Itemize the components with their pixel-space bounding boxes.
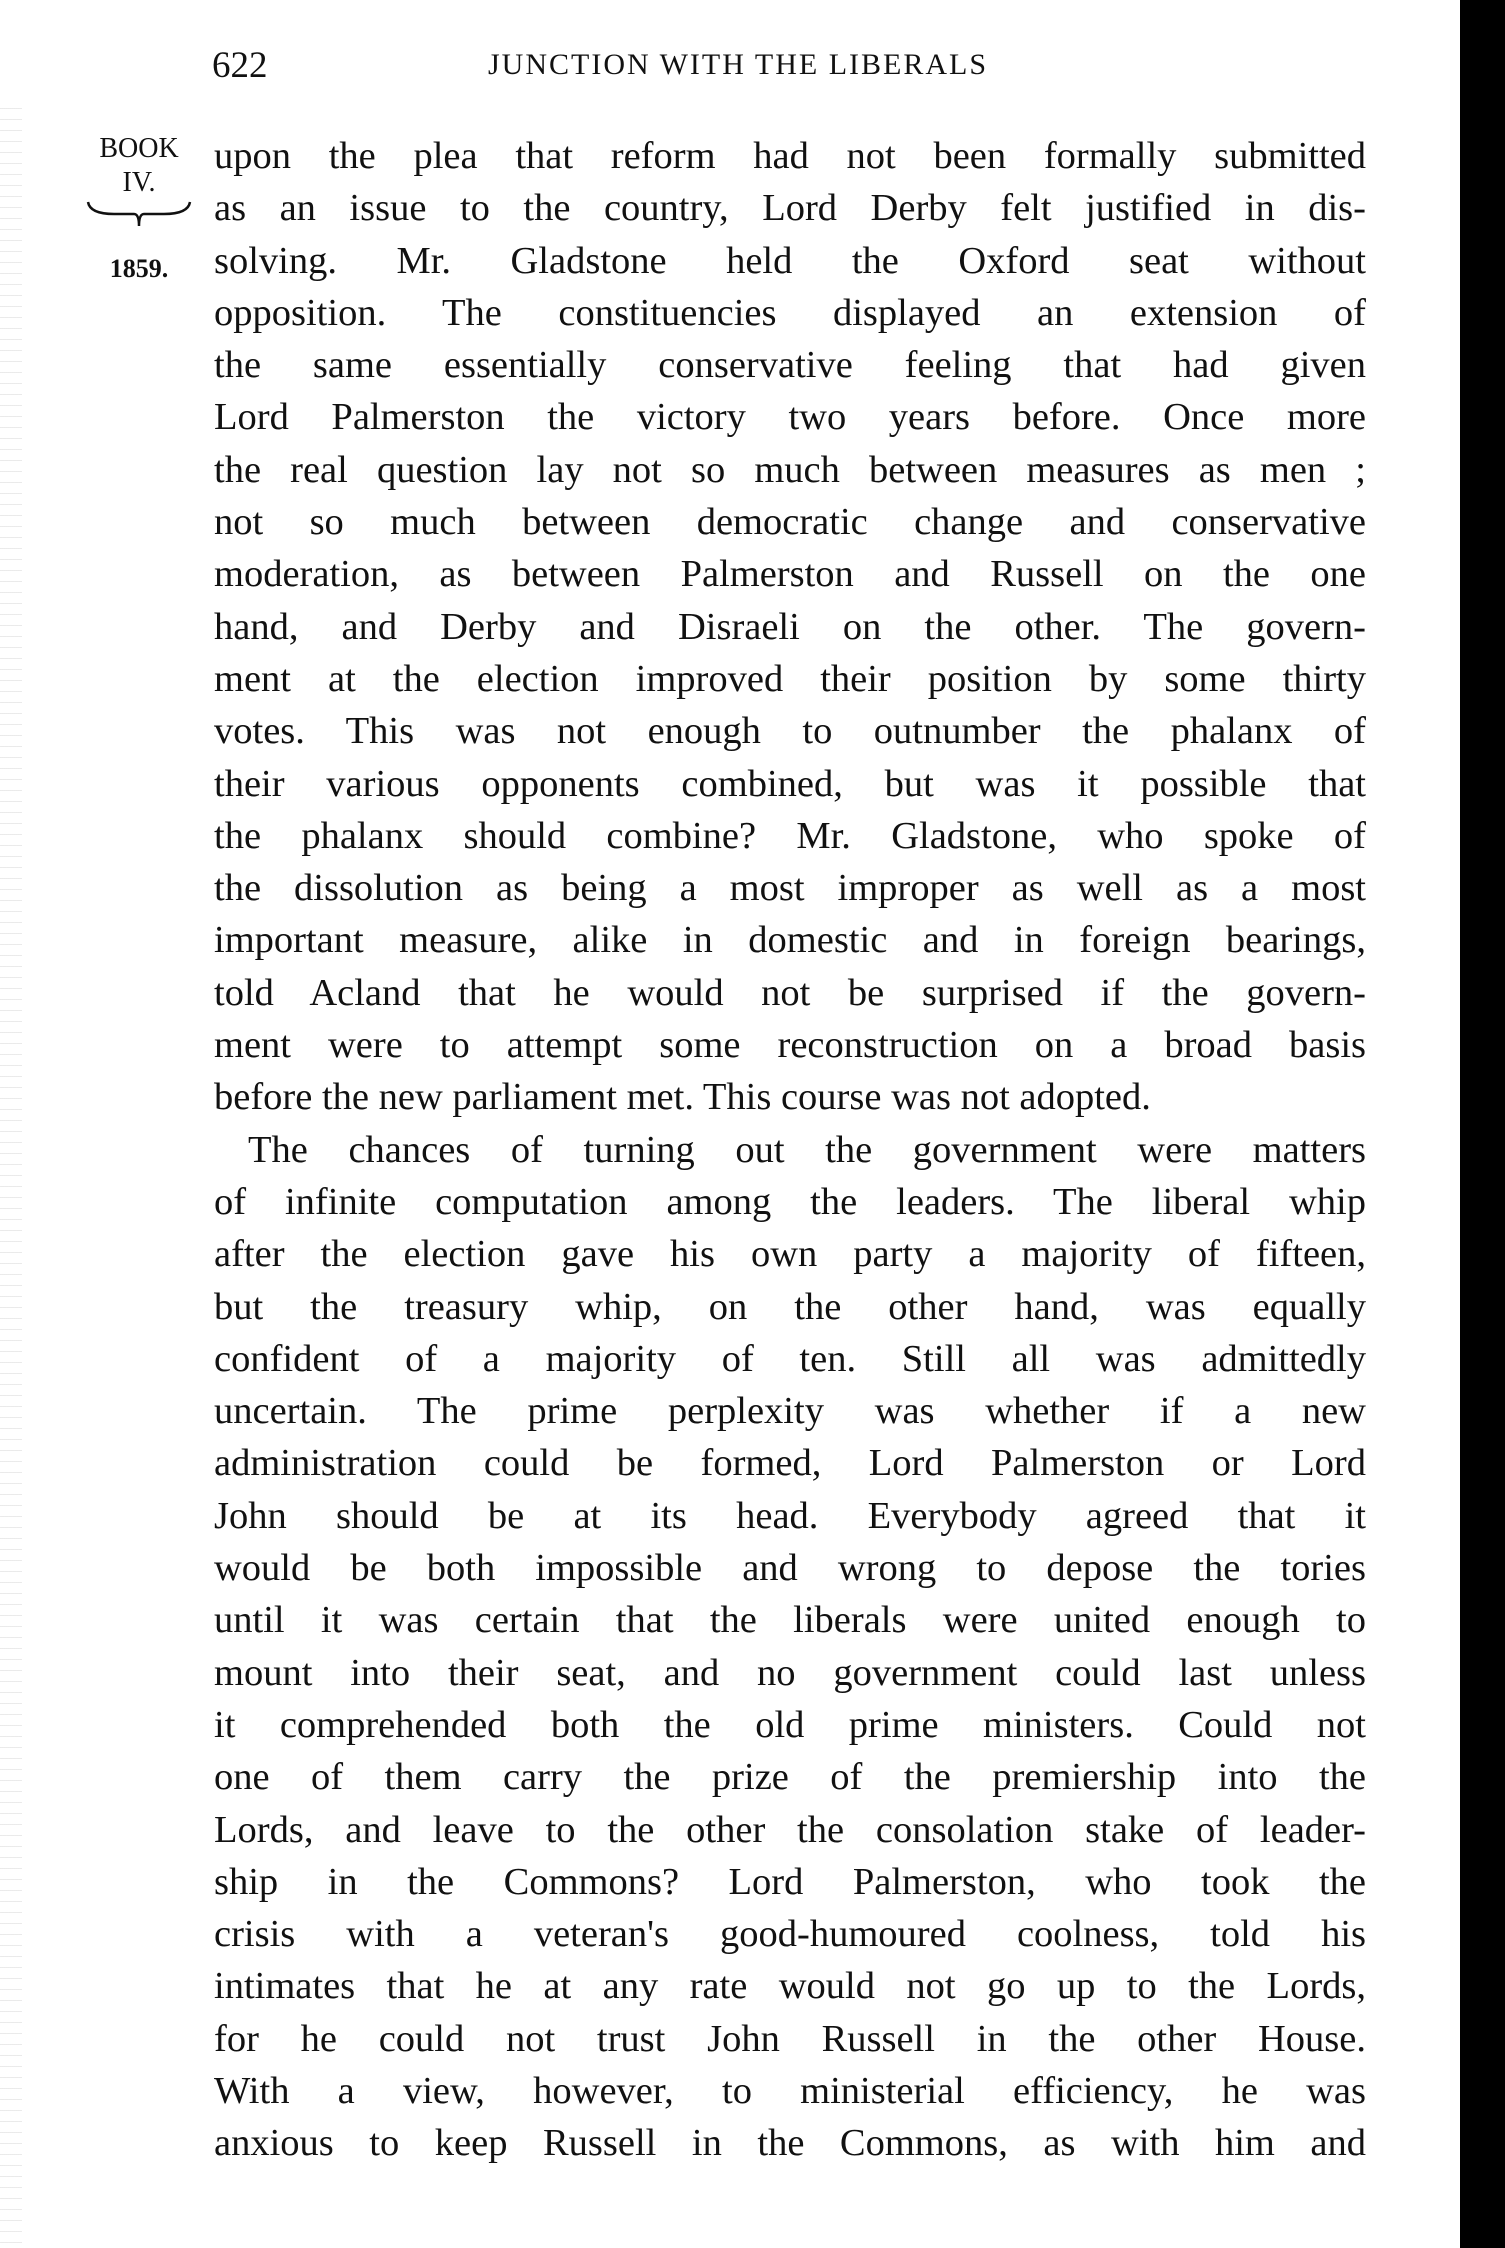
text-line-content: before the new parliament met. This course was not adopted. [214, 1076, 1151, 1119]
text-line [214, 1699, 1366, 1751]
text-line [214, 810, 1366, 862]
text-line [214, 1437, 1366, 1489]
text-line-content: their various opponents combined, but was it possible that [214, 762, 1366, 805]
text-line [214, 339, 1366, 391]
text-line [214, 1542, 1366, 1594]
text-line [214, 1281, 1366, 1333]
margin-book: BOOK [99, 133, 179, 164]
text-line [214, 1908, 1366, 1960]
text-line-content: after the election gave his own party a majority of fifteen, [214, 1233, 1366, 1276]
text-line-content: would be both impossible and wrong to depose the tories [214, 1547, 1366, 1590]
text-line [214, 862, 1366, 914]
scan-border [1460, 0, 1505, 2248]
text-line [214, 1385, 1366, 1437]
text-line [214, 1490, 1366, 1542]
text-line [214, 705, 1366, 757]
text-line-content: crisis with a veteran's good-humoured coolness, told his [214, 1913, 1366, 1956]
text-line-content: Lord Palmerston the victory two years before. Once more [214, 396, 1366, 439]
text-line-content: the phalanx should combine? Mr. Gladstone, who spoke of [214, 814, 1366, 857]
text-line [214, 653, 1366, 705]
text-line [214, 758, 1366, 810]
text-line-content: ship in the Commons? Lord Palmerston, who took the [214, 1860, 1366, 1903]
text-line-content: The chances of turning out the government were matters [248, 1128, 1366, 1171]
margin-year: 1859. [109, 254, 169, 283]
text-line [214, 967, 1366, 1019]
text-line-content: administration could be formed, Lord Palmerston or Lord [214, 1442, 1366, 1485]
text-line [214, 2013, 1366, 2065]
text-line-content: but the treasury whip, on the other hand, was equally [214, 1285, 1366, 1328]
text-line [214, 1856, 1366, 1908]
text-line-content: mount into their seat, and no government could last unless [214, 1651, 1366, 1694]
text-line-content: one of them carry the prize of the premiership into the [214, 1756, 1366, 1799]
text-line [214, 1333, 1366, 1385]
text-line [214, 130, 1366, 182]
page-number: 622 [212, 45, 268, 86]
text-line [214, 1176, 1366, 1228]
text-line [214, 2117, 1366, 2169]
text-line-content: solving. Mr. Gladstone held the Oxford seat without [214, 239, 1366, 282]
text-line [214, 1124, 1366, 1176]
text-line [214, 1804, 1366, 1856]
text-line [214, 496, 1366, 548]
text-line [214, 2065, 1366, 2117]
text-line-content: as an issue to the country, Lord Derby felt justified in dis- [214, 187, 1366, 230]
text-line-content: intimates that he at any rate would not go up to the Lords, [214, 1965, 1366, 2008]
text-line-content: told Acland that he would not be surprised if the govern- [214, 971, 1366, 1014]
text-line-content: it comprehended both the old prime ministers. Could not [214, 1703, 1366, 1746]
text-line [214, 1071, 1366, 1123]
text-line-content: for he could not trust John Russell in the other House. [214, 2017, 1366, 2060]
text-line-content: confident of a majority of ten. Still all was admittedly [214, 1337, 1366, 1380]
text-line-content: ment were to attempt some reconstruction on a broad basis [214, 1024, 1366, 1067]
margin-volume: IV. [122, 167, 156, 198]
text-line [214, 548, 1366, 600]
text-line [214, 235, 1366, 287]
brace-icon [84, 200, 194, 230]
text-line-content: upon the plea that reform had not been formally submitted [214, 135, 1366, 177]
text-line [214, 1647, 1366, 1699]
text-line-content: uncertain. The prime perplexity was whether if a new [214, 1390, 1366, 1433]
text-line-content: of infinite computation among the leaders. The liberal whip [214, 1180, 1366, 1223]
text-line [214, 182, 1366, 234]
text-line [214, 1019, 1366, 1071]
text-line-content: the dissolution as being a most improper as well as a most [214, 867, 1366, 910]
text-line-content: the same essentially conservative feeling that had given [214, 344, 1366, 387]
text-line-content: not so much between democratic change and conservative [214, 501, 1366, 544]
text-line [214, 914, 1366, 966]
page-header [212, 44, 1362, 94]
text-line [214, 391, 1366, 443]
text-line-content: John should be at its head. Everybody agreed that it [214, 1494, 1366, 1537]
text-line-content: the real question lay not so much between measures as men ; [214, 448, 1366, 491]
text-line-content: opposition. The constituencies displayed an extension of [214, 291, 1366, 334]
text-line-content: anxious to keep Russell in the Commons, as with him and [214, 2122, 1366, 2165]
text-line [214, 1960, 1366, 2012]
text-line-content: With a view, however, to ministerial efficiency, he was [214, 2069, 1366, 2112]
text-line [214, 1751, 1366, 1803]
text-line-content: Lords, and leave to the other the consolation stake of leader- [214, 1808, 1366, 1851]
text-line [214, 444, 1366, 496]
text-line [214, 1228, 1366, 1280]
text-line-content: ment at the election improved their position by some thirty [214, 657, 1366, 700]
text-line [214, 601, 1366, 653]
text-line [214, 287, 1366, 339]
body-text [214, 130, 1366, 2170]
running-title: JUNCTION WITH THE LIBERALS [488, 48, 989, 81]
text-line-content: important measure, alike in domestic and in foreign bearings, [214, 919, 1366, 962]
text-line [214, 1594, 1366, 1646]
text-line-content: moderation, as between Palmerston and Russell on the one [214, 553, 1366, 596]
scan-edge-noise [0, 100, 22, 2248]
text-line-content: until it was certain that the liberals were united enough to [214, 1599, 1366, 1642]
text-line-content: hand, and Derby and Disraeli on the other. The govern- [214, 605, 1366, 648]
margin-note [84, 132, 194, 286]
text-line-content: votes. This was not enough to outnumber the phalanx of [214, 710, 1366, 753]
